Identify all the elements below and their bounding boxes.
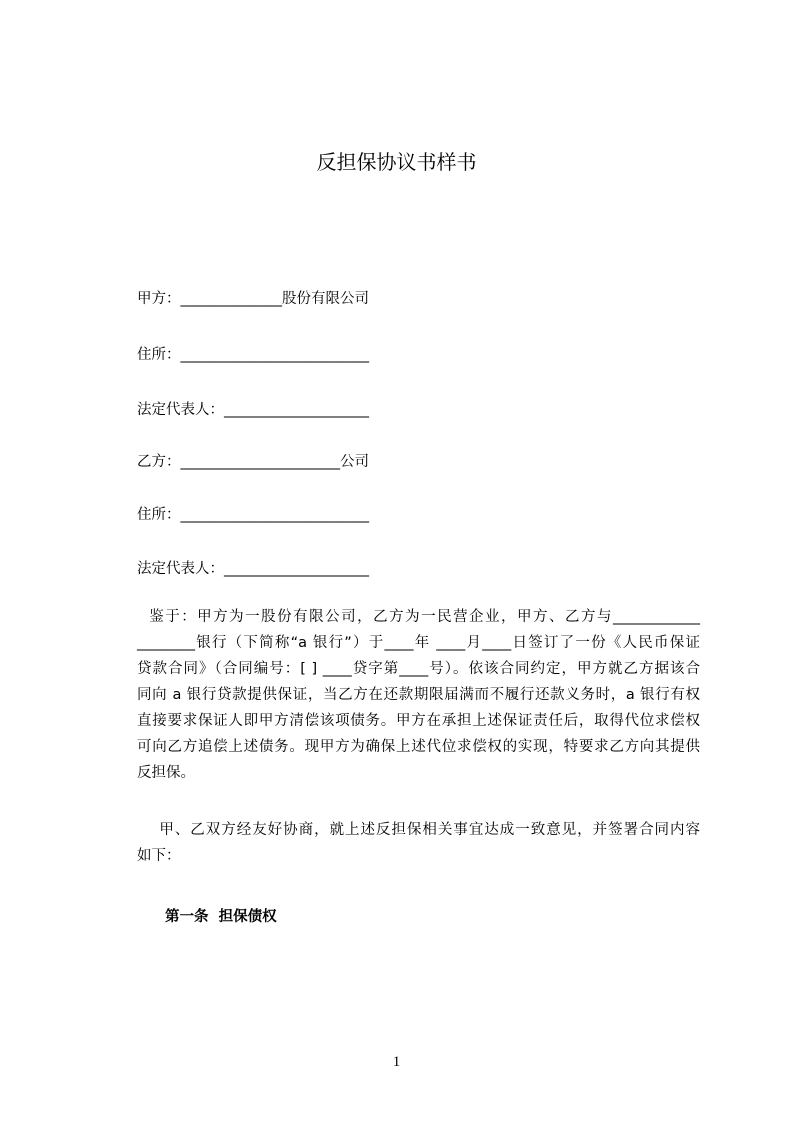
party-b-representative-field: 法定代表人：____________________ <box>137 561 369 577</box>
paragraph-line: 贷款合同》（合同编号：[ ] ____贷字第____号）。依该合同约定，甲方就乙方据该合 <box>137 661 700 677</box>
paragraph-line: ________银行（下简称“a 银行”）于____年 ____月____日签订了一份《人民币保证 <box>137 635 700 651</box>
paragraph-line: 可向乙方追偿上述债务。现甲方为确保上述代位求偿权的实现，特要求乙方向其提供 <box>137 739 700 755</box>
party-a-address-field: 住所：__________________________ <box>137 347 369 363</box>
document-title: 反担保协议书样书 <box>316 150 477 174</box>
paragraph-line: 直接要求保证人即甲方清偿该项债务。甲方在承担上述保证责任后，取得代位求偿权 <box>137 713 700 729</box>
party-b-field: 乙方：______________________公司 <box>137 454 369 470</box>
party-a-representative-field: 法定代表人：____________________ <box>137 402 369 418</box>
party-b-address-field: 住所：__________________________ <box>137 507 369 523</box>
party-a-field: 甲方：______________股份有限公司 <box>137 291 369 307</box>
paragraph-line: 同向 a 银行贷款提供保证，当乙方在还款期限届满而不履行还款义务时，a 银行有权 <box>137 687 700 703</box>
paragraph-line: 鉴于：甲方为一股份有限公司，乙方为一民营企业，甲方、乙方与____________ <box>137 609 700 625</box>
page-number: 1 <box>392 1054 401 1070</box>
paragraph-line: 如下： <box>137 848 181 864</box>
article-heading: 第一条 担保债权 <box>165 909 277 925</box>
paragraph-line: 反担保。 <box>137 765 195 781</box>
paragraph-line: 甲、乙双方经友好协商，就上述反担保相关事宜达成一致意见，并签署合同内容 <box>137 822 700 838</box>
